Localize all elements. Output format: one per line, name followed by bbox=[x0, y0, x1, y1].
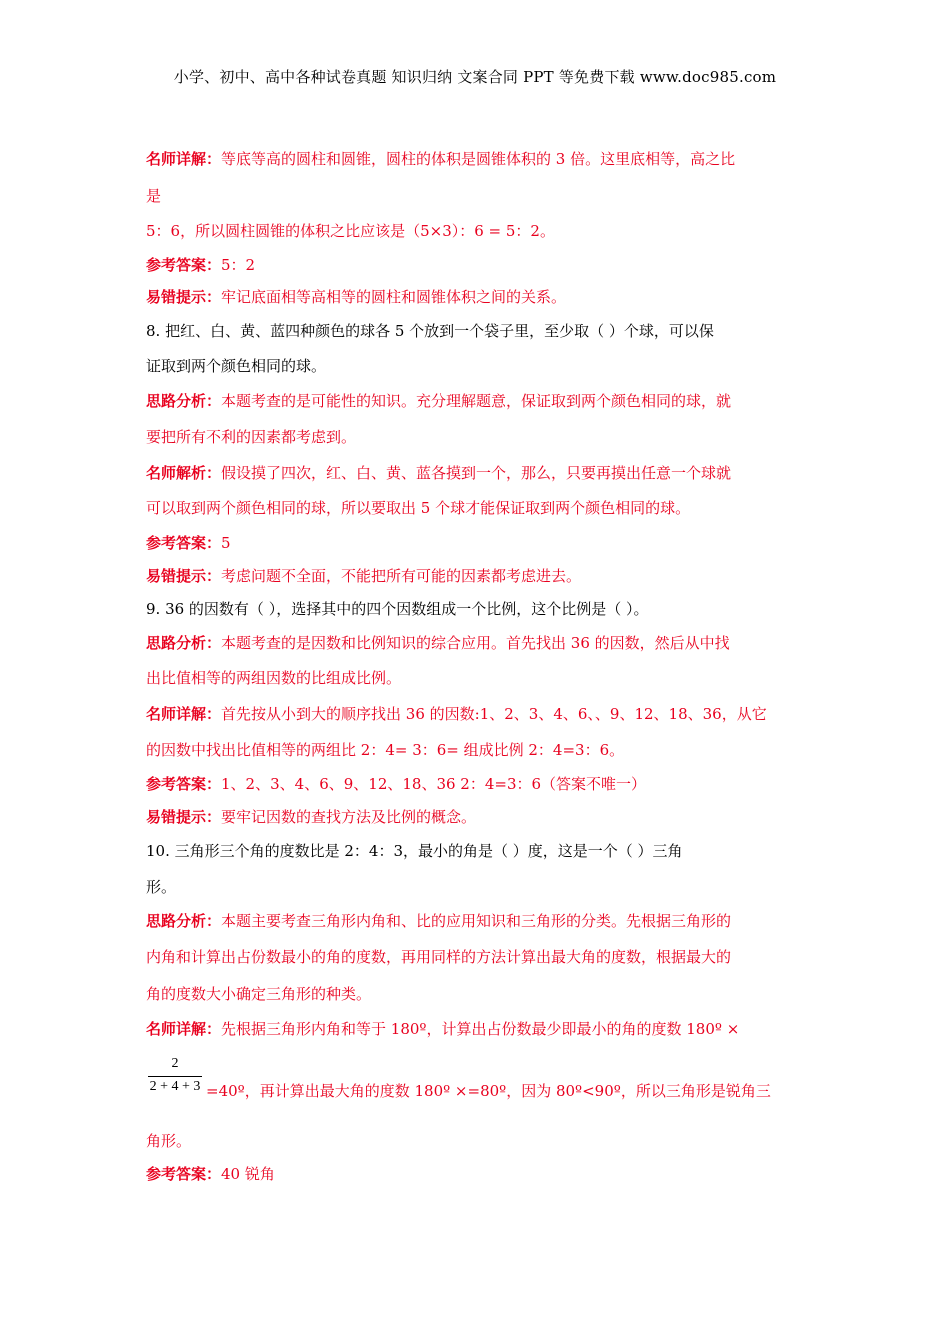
q10-question-line-1: 10. 三角形三个角的度数比是 2：4：3，最小的角是（ ）度，这是一个（ ）三角 bbox=[146, 842, 683, 860]
q10-thinking-line-2: 内角和计算出占份数最小的角的度数，再用同样的方法计算出最大角的度数，根据最大的 bbox=[146, 948, 732, 966]
answer-label: 参考答案： bbox=[146, 256, 222, 274]
q7-detail-line-1: 名师详解：等底等高的圆柱和圆锥，圆柱的体积是圆锥体积的 3 倍。这里底相等，高之比 bbox=[146, 150, 736, 168]
answer-label: 参考答案： bbox=[146, 775, 222, 793]
mistake-label: 易错提示： bbox=[146, 567, 222, 585]
q7-answer: 参考答案：5：2 bbox=[146, 256, 256, 274]
thinking-label: 思路分析： bbox=[146, 634, 222, 652]
q7-detail-line-2: 是 bbox=[146, 187, 162, 205]
answer-label: 参考答案： bbox=[146, 1165, 222, 1183]
fraction-denominator: 2 + 4 + 3 bbox=[149, 1079, 201, 1094]
q8-thinking-line-1: 思路分析：本题考查的是可能性的知识。充分理解题意，保证取到两个颜色相同的球，就 bbox=[146, 392, 732, 410]
teacher-detail-label: 名师详解： bbox=[146, 1020, 222, 1038]
q10-thinking-line-1: 思路分析：本题主要考查三角形内角和、比的应用知识和三角形的分类。先根据三角形的 bbox=[146, 912, 732, 930]
q10-detail-line-3: 角形。 bbox=[146, 1132, 192, 1150]
q9-detail-line-1: 名师详解：首先按从小到大的顺序找出 36 的因数:1、2、3、4、6、、9、12、18、36，从它 bbox=[146, 705, 767, 723]
q9-thinking-line-1: 思路分析：本题考查的是因数和比例知识的综合应用。首先找出 36 的因数，然后从中找 bbox=[146, 634, 730, 652]
q9-question: 9. 36 的因数有（ ），选择其中的四个因数组成一个比例，这个比例是（ ）。 bbox=[146, 600, 649, 618]
page-header: 小学、初中、高中各种试卷真题 知识归纳 文案合同 PPT 等免费下载 www.doc985.com bbox=[173, 68, 777, 86]
thinking-label: 思路分析： bbox=[146, 392, 222, 410]
q9-mistake: 易错提示：要牢记因数的查找方法及比例的概念。 bbox=[146, 808, 477, 826]
answer-label: 参考答案： bbox=[146, 534, 222, 552]
teacher-analysis-label: 名师解析： bbox=[146, 464, 222, 482]
q8-question-line-2: 证取到两个颜色相同的球。 bbox=[146, 357, 327, 375]
teacher-detail-label: 名师详解： bbox=[146, 705, 222, 723]
q8-question-line-1: 8. 把红、白、黄、蓝四种颜色的球各 5 个放到一个袋子里，至少取（ ）个球，可以保 bbox=[146, 322, 714, 340]
mistake-label: 易错提示： bbox=[146, 288, 222, 306]
q10-answer: 参考答案：40 锐角 bbox=[146, 1165, 275, 1183]
q8-analysis-line-2: 可以取到两个颜色相同的球，所以要取出 5 个球才能保证取到两个颜色相同的球。 bbox=[146, 499, 691, 517]
teacher-detail-label: 名师详解： bbox=[146, 150, 222, 168]
q9-thinking-line-2: 出比值相等的两组因数的比组成比例。 bbox=[146, 669, 402, 687]
q9-answer: 参考答案：1、2、3、4、6、9、12、18、36 2：4=3：6（答案不唯一） bbox=[146, 775, 647, 793]
fraction bbox=[146, 1056, 204, 1095]
fraction-numerator: 2 bbox=[171, 1056, 179, 1071]
q10-detail-line-1: 名师详解：先根据三角形内角和等于 180º，计算出占份数最少即最小的角的度数 180º × bbox=[146, 1020, 740, 1038]
q10-question-line-2: 形。 bbox=[146, 878, 177, 896]
q8-answer: 参考答案：5 bbox=[146, 534, 231, 552]
q7-mistake: 易错提示：牢记底面相等高相等的圆柱和圆锥体积之间的关系。 bbox=[146, 288, 567, 306]
q9-detail-line-2: 的因数中找出比值相等的两组比 2：4= 3：6= 组成比例 2：4=3：6。 bbox=[146, 741, 625, 759]
q8-mistake: 易错提示：考虑问题不全面，不能把所有可能的因素都考虑进去。 bbox=[146, 567, 582, 585]
q10-thinking-line-3: 角的度数大小确定三角形的种类。 bbox=[146, 985, 372, 1003]
mistake-label: 易错提示： bbox=[146, 808, 222, 826]
q8-analysis-line-1: 名师解析：假设摸了四次，红、白、黄、蓝各摸到一个，那么，只要再摸出任意一个球就 bbox=[146, 464, 732, 482]
thinking-label: 思路分析： bbox=[146, 912, 222, 930]
q8-thinking-line-2: 要把所有不利的因素都考虑到。 bbox=[146, 428, 357, 446]
q7-detail-line-3: 5：6，所以圆柱圆锥的体积之比应该是（5×3）：6 = 5：2。 bbox=[146, 222, 555, 240]
